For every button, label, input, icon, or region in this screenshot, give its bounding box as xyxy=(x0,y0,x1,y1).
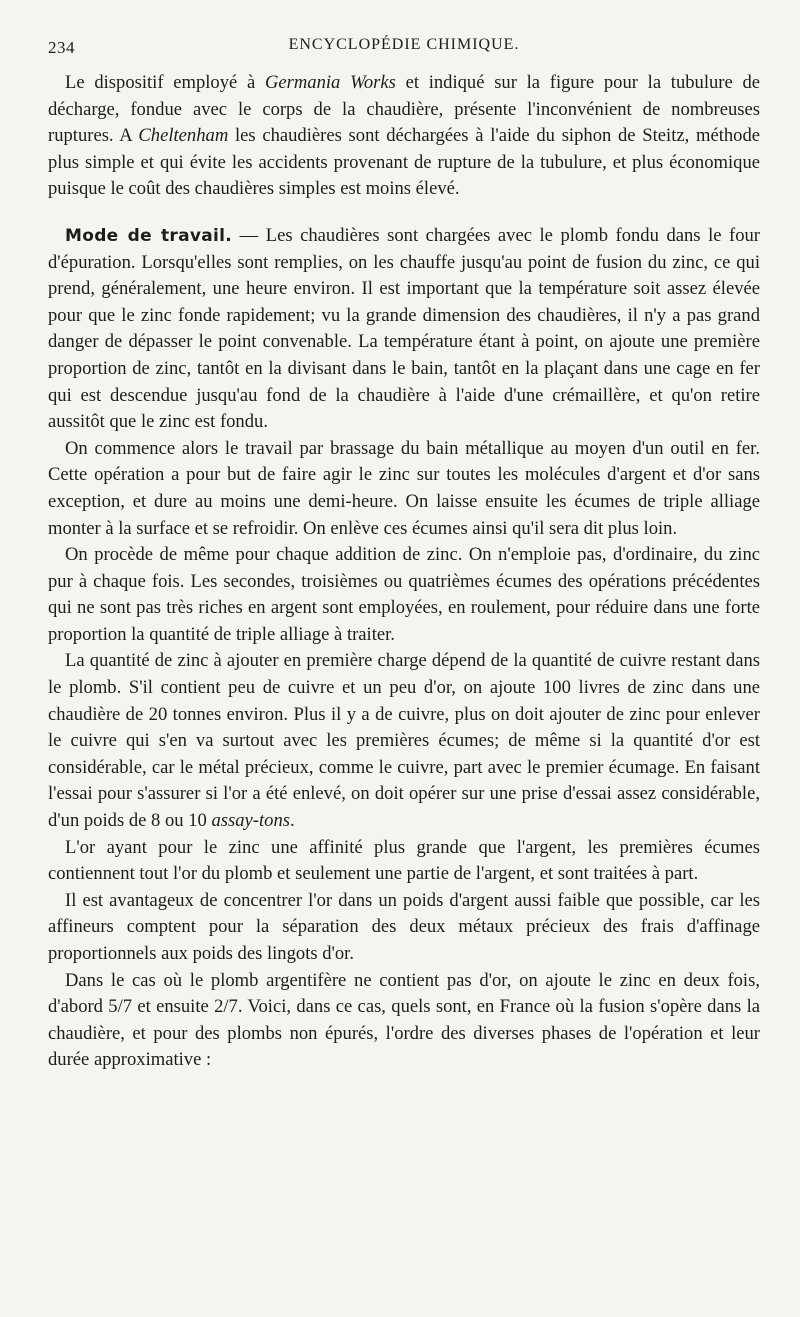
running-title: ENCYCLOPÉDIE CHIMIQUE. xyxy=(288,36,520,53)
paragraph-gold-concentration: Il est avantageux de concentrer l'or dans un poids d'argent aussi faible que possible, car les affineurs comptent pour la séparation des deux métaux précieux des frais d'affinage proportionnels aux poids des lingots d'or. xyxy=(48,889,760,964)
paragraph-gold-affinity: L'or ayant pour le zinc une affinité plus grande que l'argent, les premières écumes contiennent tout l'or du plomb et seulement une partie de l'argent, et sont traitées à part. xyxy=(48,836,760,885)
section-heading: Mode de travail. xyxy=(65,225,233,246)
body-text xyxy=(48,70,760,1074)
paragraph-brassage: On commence alors le travail par brassage du bain métallique au moyen d'un outil en fer. Cette opération a pour but de faire agir le zinc sur toutes les molécules d'argent et d'or sans exception, et dure au moins une demi-heure. On laisse ensuite les écumes de triple alliage monter à la surface et se refroidir. On enlève ces écumes ainsi qu'il sera dit plus loin. xyxy=(48,437,760,539)
page-header xyxy=(48,30,760,60)
book-page xyxy=(48,30,760,1074)
term-assay-tons: assay-tons xyxy=(211,810,290,832)
page-number: 234 xyxy=(48,38,75,57)
place-name: Cheltenham xyxy=(138,125,229,147)
paragraph-zinc-addition: On procède de même pour chaque addition de zinc. On n'emploie pas, d'ordinaire, du zinc pur à chaque fois. Les secondes, troisièmes ou quatrièmes écumes des opérations précédentes qui ne sont pas très riches en argent sont employées, en roulement, pour réduire dans une forte proportion la quantité de triple alliage à traiter. xyxy=(48,544,760,645)
paragraph-no-gold-case: Dans le cas où le plomb argentifère ne contient pas d'or, on ajoute le zinc en deux fois, d'abord 5/7 et ensuite 2/7. Voici, dans ce cas, quels sont, en France où la fusion s'opère dans la chaudière, et pour des plombs non épurés, l'ordre des diverses phases de l'opération et leur durée approximative : xyxy=(48,969,760,1071)
paragraph-mode-de-travail: Mode de travail. — Les chaudières sont chargées avec le plomb fondu dans le four d'épuration. Lorsqu'elles sont remplies, on les chauffe jusqu'au point de fusion du zinc, ce qui prend, généralement, une heure environ. Il est important que la température soit assez élevée pour que le zinc fonde rapidement; vu la grande dimension des chaudières, il n'y a pas grand danger de dépasser le point convenable. La température étant à point, on ajoute une première proportion de zinc, tantôt en la divisant dans le bain, tantôt en la plaçant dans une cage en fer qui est descendue jusqu'au fond de la chaudière à l'aide d'une crémaillère, et qu'on retire aussitôt que le zinc est fondu. xyxy=(48,224,760,433)
paragraph-discharge-device: Le dispositif employé à Germania Works et indiqué sur la figure pour la tubulure de décharge, fondue avec le corps de la chaudière, présente l'inconvénient de nombreuses ruptures. A Cheltenham les chaudières sont déchargées à l'aide du siphon de Steitz, méthode plus simple et qui évite les accidents provenant de rupture de la tubulure, et plus économique puisque le coût des chaudières simples est moins élevé. xyxy=(48,72,761,200)
place-name: Germania Works xyxy=(264,72,396,93)
paragraph-zinc-quantity: La quantité de zinc à ajouter en première charge dépend de la quantité de cuivre restant dans le plomb. S'il contient peu de cuivre et un peu d'or, on ajoute 100 livres de zinc dans une chaudière de 20 tonnes environ. Plus il y a de cuivre, plus on doit ajouter de zinc pour enlever le cuivre qui s'en va surtout avec les premières écumes; de même si la quantité d'or est considérable, car le métal précieux, comme le cuivre, part avec le premier écumage. En faisant l'essai pour s'assurer si l'or a été enlevé, on doit opérer sur une prise d'essai assez considérable, d'un poids de 8 ou 10 assay-tons. xyxy=(48,650,760,832)
